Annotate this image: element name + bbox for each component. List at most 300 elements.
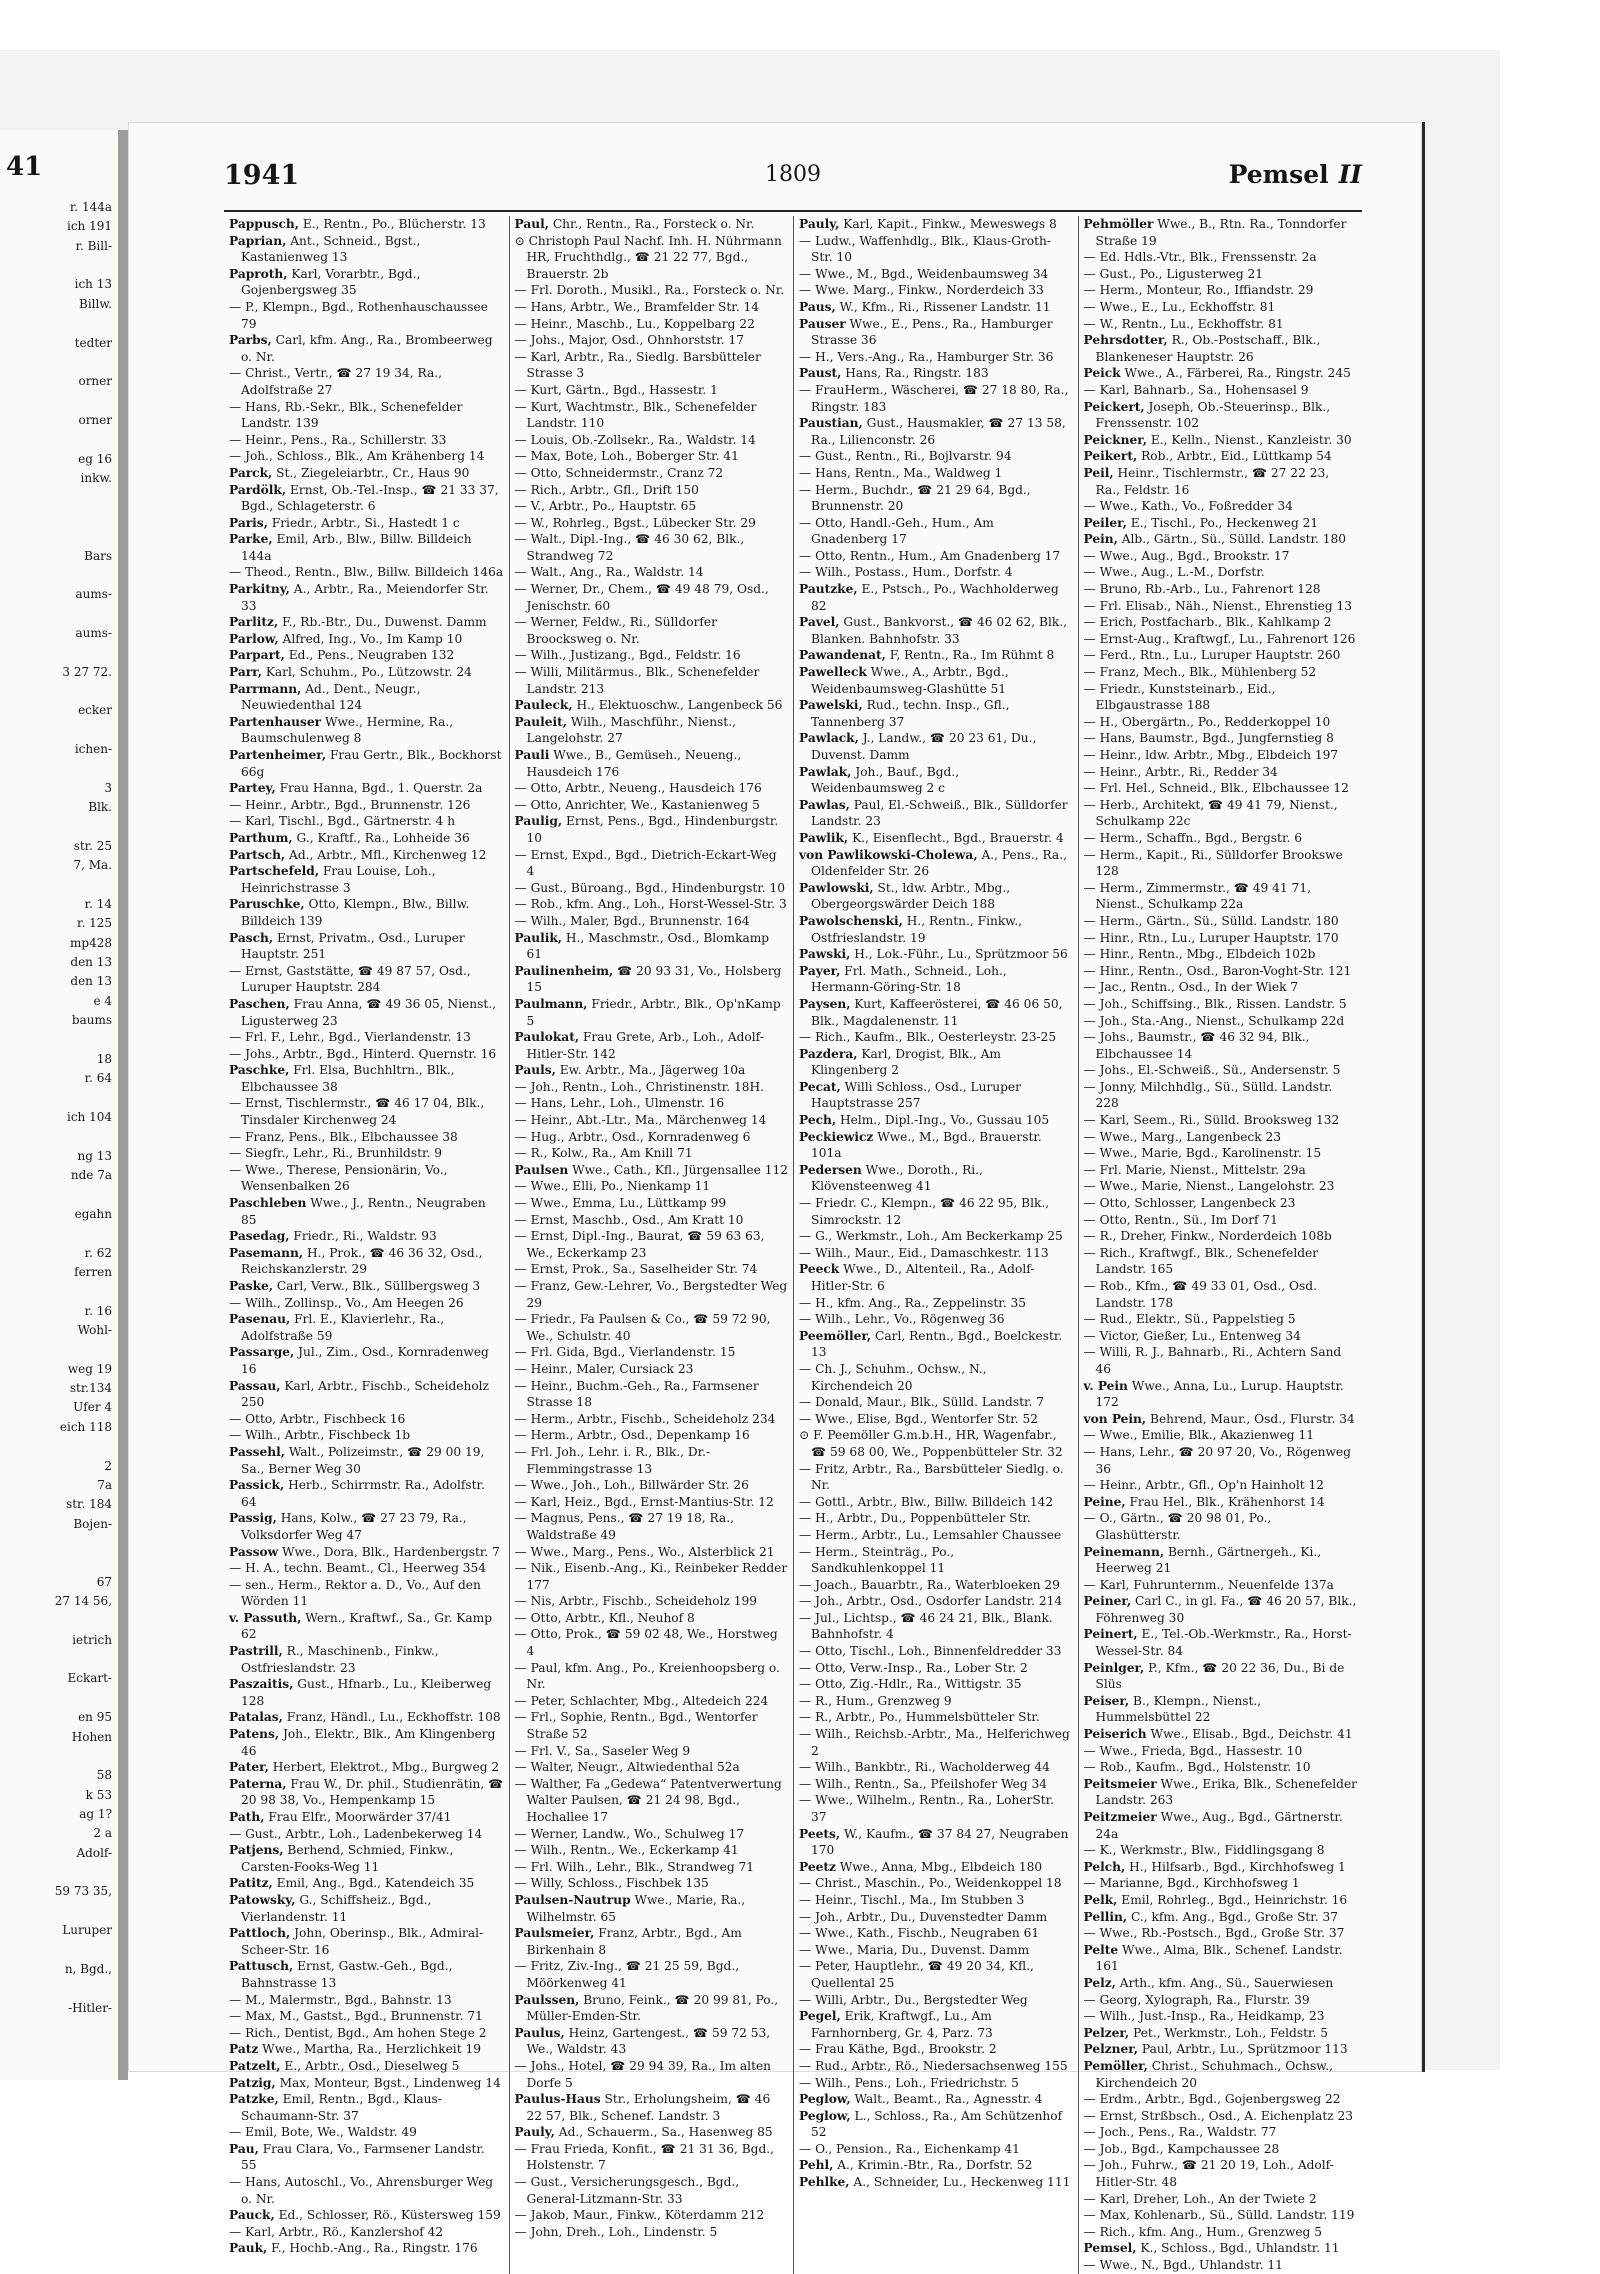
- entry-name: Pasch,: [229, 930, 274, 945]
- directory-entry: [229, 996, 504, 1029]
- entry-details: Siegfr., Lehr., Ri., Brunhildstr. 9: [245, 1146, 442, 1161]
- entry-name: —: [1083, 2158, 1096, 2173]
- entry-details: Gust., Hfnarb., Lu., Kleiberweg 128: [241, 1677, 492, 1708]
- entry-name: —: [229, 1826, 242, 1841]
- entry-name: —: [1083, 316, 1096, 331]
- entry-details: Otto, Arbtr., Kfl., Neuhof 8: [530, 1610, 695, 1625]
- directory-entry: [799, 1759, 1073, 1776]
- entry-name: —: [799, 1926, 812, 1941]
- entry-name: —: [1083, 1876, 1096, 1891]
- directory-entry: [1084, 2058, 1358, 2091]
- entry-details: Ed., Schlosser, Rö., Küstersweg 159: [278, 2208, 501, 2223]
- entry-name: —: [514, 897, 527, 912]
- entry-details: Emil, Rohrleg., Bgd., Heinrichstr. 16: [1121, 1892, 1348, 1907]
- entry-details: Wilh., Just.-Insp., Ra., Heidkamp, 23: [1099, 2009, 1325, 2024]
- entry-details: Otto, Klempn., Blw., Billw. Billdeich 139: [241, 897, 470, 928]
- entry-name: —: [229, 2224, 242, 2239]
- entry-name: Parpart,: [229, 648, 285, 663]
- entry-name: —: [799, 1610, 812, 1625]
- directory-entry: [229, 797, 504, 814]
- header-name-range-word: Pemsel: [1228, 160, 1329, 189]
- entry-name: Paulus-Haus: [514, 2092, 601, 2107]
- entry-details: Wwe., Dora, Blk., Hardenbergstr. 7: [281, 1544, 500, 1559]
- entry-name: Pauleck,: [514, 698, 573, 713]
- directory-entry: [799, 1461, 1073, 1494]
- directory-entry: [799, 1892, 1073, 1909]
- directory-entry: [799, 1029, 1073, 1046]
- entry-name: —: [799, 2058, 812, 2073]
- directory-entry: [799, 647, 1073, 664]
- directory-entry: [515, 1427, 789, 1444]
- entry-name: —: [1083, 299, 1096, 314]
- entry-details: Ad., Arbtr., Mfl., Kirchenweg 12: [289, 847, 487, 862]
- entry-details: Friedr., Fa Paulsen & Co., ☎ 59 72 90, We., Schulstr. 40: [526, 1312, 771, 1343]
- directory-entry: [1084, 2091, 1358, 2108]
- entry-name: Paulsen-Nautrup: [514, 1892, 631, 1907]
- directory-entry: [799, 1992, 1073, 2009]
- directory-entry: [515, 1958, 789, 1991]
- directory-entry: [1084, 1344, 1358, 1377]
- entry-name: —: [1083, 1146, 1096, 1161]
- directory-entry: [1084, 614, 1358, 631]
- entry-name: —: [514, 1627, 527, 1642]
- entry-details: Otto, Tischl., Loh., Binnenfeldredder 33: [815, 1644, 1062, 1659]
- directory-entry: [229, 1892, 504, 1925]
- entry-details: Herm., Schaffn., Bgd., Bergstr. 6: [1099, 830, 1302, 845]
- entry-details: Wwe., Martha, Ra., Herzlichkeit 19: [262, 2042, 481, 2057]
- directory-entry: [1084, 1328, 1358, 1345]
- entry-details: Peter, Hauptlehr., ☎ 49 20 34, Kfl., Quellental 25: [811, 1959, 1034, 1990]
- entry-name: —: [514, 1113, 527, 1128]
- entry-details: Frl. Gida, Bgd., Vierlandenstr. 15: [530, 1345, 736, 1360]
- entry-name: Peiserich: [1083, 1727, 1147, 1742]
- entry-name: Paustian,: [799, 416, 863, 431]
- entry-name: —: [514, 1212, 527, 1227]
- entry-details: Wilh., Pens., Loh., Friedrichstr. 5: [815, 2075, 1019, 2090]
- entry-name: Paulig,: [514, 814, 563, 829]
- directory-entry: [799, 2174, 1073, 2191]
- entry-name: —: [799, 1196, 812, 1211]
- entry-name: —: [1083, 947, 1096, 962]
- directory-entry: [229, 365, 504, 398]
- entry-details: Wwe., Emilie, Blk., Akazienweg 11: [1099, 1428, 1314, 1443]
- directory-entry: [799, 1792, 1073, 1825]
- entry-details: Hans, Autoschl., Vo., Ahrensburger Weg o. Nr.: [241, 2175, 494, 2206]
- directory-entry: [229, 465, 504, 482]
- entry-name: —: [1083, 764, 1096, 779]
- directory-entry: [1084, 1892, 1358, 1909]
- directory-entry: [1084, 714, 1358, 731]
- directory-entry: [1084, 2008, 1358, 2025]
- entry-name: —: [514, 665, 527, 680]
- entry-details: Heinr., Abt.-Ltr., Ma., Märchenweg 14: [530, 1113, 767, 1128]
- entry-details: Rich., Kaufm., Blk., Oesterleystr. 23-25: [815, 1030, 1057, 1045]
- directory-entry: [229, 1477, 504, 1510]
- directory-entry: [229, 332, 504, 365]
- entry-name: Peglow,: [799, 2092, 851, 2107]
- entry-name: Pegel,: [799, 2009, 841, 2024]
- directory-entry: [515, 1195, 789, 1212]
- entry-name: —: [1083, 1743, 1096, 1758]
- entry-details: Herb., Architekt, ☎ 49 41 79, Nienst., Schulkamp 22c: [1095, 797, 1338, 829]
- directory-entry: [229, 2008, 504, 2025]
- entry-details: Joh., Bauf., Bgd., Weidenbaumsweg 2 c: [811, 764, 960, 796]
- directory-entry: [1084, 1693, 1358, 1726]
- entry-name: —: [1083, 1843, 1096, 1858]
- directory-entry: [229, 631, 504, 648]
- directory-entry: [1084, 2041, 1358, 2058]
- directory-entry: [799, 2141, 1073, 2158]
- entry-details: Otto, Arbtr., Neueng., Hausdeich 176: [530, 781, 762, 796]
- entry-name: —: [799, 1909, 812, 1924]
- directory-entry: [1084, 1411, 1358, 1428]
- directory-entry: [229, 1759, 504, 1776]
- entry-details: Ernst, Gaststätte, ☎ 49 87 57, Osd., Luruper Hauptstr. 284: [241, 963, 471, 995]
- entry-name: —: [799, 1245, 812, 1260]
- entry-name: —: [229, 399, 242, 414]
- entry-details: Bruno, Rb.-Arb., Lu., Fahrenort 128: [1099, 582, 1321, 597]
- previous-page-line: Billw.: [79, 296, 112, 311]
- entry-name: —: [514, 1610, 527, 1625]
- entry-name: —: [799, 1942, 812, 1957]
- directory-entry: [229, 531, 504, 564]
- previous-page-line: r. 64: [84, 1071, 112, 1086]
- previous-page-line: 3 27 72.: [62, 664, 112, 679]
- directory-entry: [229, 2025, 504, 2042]
- entry-details: Wwe., Wilhelm., Rentn., Ra., LoherStr. 37: [811, 1793, 1054, 1824]
- entry-details: Frl. Elisab., Näh., Nienst., Ehrenstieg 13: [1099, 598, 1353, 613]
- entry-details: Wwe., Marie, Ra., Wilhelmstr. 65: [526, 1892, 746, 1924]
- directory-entry: [799, 316, 1073, 349]
- entry-name: —: [514, 1959, 527, 1974]
- directory-entry: [515, 1411, 789, 1428]
- directory-column-4: [1078, 216, 1363, 2274]
- entry-details: Johs., Baumstr., ☎ 46 32 94, Blk., Elbchaussee 14: [1095, 1030, 1310, 1061]
- directory-entry: [1084, 2224, 1358, 2241]
- entry-details: Joh., Rentn., Loh., Christinenstr. 18H.: [530, 1079, 765, 1094]
- entry-name: —: [1083, 1063, 1096, 1078]
- directory-entry: [799, 448, 1073, 465]
- entry-details: ☎ 20 93 31, Vo., Holsberg 15: [526, 963, 782, 995]
- entry-details: G., Schiffsheiz., Bgd., Vierlandenstr. 11: [241, 1892, 432, 1924]
- directory-entry: [229, 863, 504, 896]
- entry-name: —: [1083, 1926, 1096, 1941]
- directory-entry: [515, 1743, 789, 1760]
- entry-name: Paszaitis,: [229, 1677, 294, 1692]
- previous-page-line: Hohen: [71, 1729, 112, 1744]
- entry-details: V., Arbtr., Po., Hauptstr. 65: [530, 499, 697, 514]
- entry-name: —: [799, 1361, 812, 1376]
- entry-details: F. Peemöller G.m.b.H., HR, Wagenfabr., ☎ 59 68 00, We., Poppenbütteler Str. 32: [811, 1428, 1063, 1459]
- directory-entry: [799, 482, 1073, 515]
- entry-details: St., ldw. Arbtr., Mbg., Obergeorgswärder Deich 188: [811, 880, 1011, 912]
- entry-name: Pellin,: [1083, 1909, 1128, 1924]
- directory-entry: [229, 1560, 504, 1577]
- entry-details: H., kfm. Ang., Ra., Zeppelinstr. 35: [815, 1295, 1026, 1310]
- entry-name: —: [229, 2125, 242, 2140]
- directory-entry: [799, 415, 1073, 448]
- entry-details: Wwe. Marg., Finkw., Norderdeich 33: [815, 283, 1044, 298]
- directory-entry: [799, 1643, 1073, 1660]
- directory-entry: [229, 1162, 504, 1195]
- entry-name: —: [514, 382, 527, 397]
- directory-entry: [1084, 1494, 1358, 1511]
- entry-name: —: [514, 449, 527, 464]
- directory-entry: [799, 2108, 1073, 2141]
- entry-details: Willy, Schloss., Fischbek 135: [530, 1876, 709, 1891]
- entry-details: Ernst-Aug., Kraftwgf., Lu., Fahrenort 126: [1099, 631, 1356, 646]
- directory-entry: [515, 913, 789, 930]
- entry-name: Partenhauser: [229, 714, 322, 729]
- entry-name: —: [799, 1577, 812, 1592]
- directory-entry: [229, 2058, 504, 2075]
- directory-entry: [1084, 1212, 1358, 1229]
- previous-page-line: den 13: [70, 955, 112, 970]
- directory-column-2: [509, 216, 794, 2274]
- directory-entry: [229, 515, 504, 532]
- entry-details: Otto, Prok., ☎ 59 02 48, We., Horstweg 4: [526, 1627, 778, 1659]
- previous-page-line: Wohl-: [77, 1322, 112, 1337]
- directory-entry: [1084, 1859, 1358, 1876]
- directory-entry: [799, 1726, 1073, 1759]
- previous-page-line: Adolf-: [76, 1845, 112, 1860]
- directory-entry: [1084, 1477, 1358, 1494]
- previous-page-line: inkw.: [80, 471, 112, 486]
- directory-entry: [515, 1709, 789, 1742]
- entry-name: —: [1083, 714, 1096, 729]
- directory-entry: [1084, 432, 1358, 449]
- entry-details: Ch. J., Schuhm., Ochsw., N., Kirchendeich 20: [811, 1361, 987, 1393]
- entry-details: Christ., Schuhmach., Ochsw., Kirchendeich 20: [1095, 2058, 1333, 2090]
- directory-entry: [1084, 1809, 1358, 1842]
- entry-details: Herm., Buchdr., ☎ 21 29 64, Bgd., Brunnenstr. 20: [811, 482, 1031, 514]
- entry-details: Paul, El.-Schweiß., Blk., Sülldorfer Landstr. 23: [811, 797, 1068, 829]
- entry-name: —: [229, 1428, 242, 1443]
- entry-details: B., Klempn., Nienst., Hummelsbüttel 22: [1095, 1693, 1262, 1725]
- entry-details: Wwe., B., Gemüseh., Neueng., Hausdeich 176: [526, 748, 742, 779]
- previous-page-line: ferren: [74, 1264, 112, 1279]
- entry-name: Pauser: [799, 316, 846, 331]
- entry-details: E., Rentn., Po., Blücherstr. 13: [302, 217, 486, 231]
- entry-name: —: [799, 233, 812, 248]
- entry-details: Georg, Xylograph, Ra., Flurstr. 39: [1099, 1992, 1310, 2007]
- entry-name: —: [799, 1544, 812, 1559]
- entry-name: —: [514, 1229, 527, 1244]
- entry-name: Peglow,: [799, 2108, 851, 2123]
- entry-name: —: [799, 1959, 812, 1974]
- entry-name: Pardölk,: [229, 482, 287, 497]
- directory-entry: [799, 913, 1073, 946]
- entry-name: Paus,: [799, 299, 836, 314]
- entry-details: Friedr., Arbtr., Blk., Op'nKamp 5: [526, 996, 781, 1028]
- directory-entry: [229, 1228, 504, 1245]
- entry-details: Heinr., Maschb., Lu., Koppelbarg 22: [530, 316, 755, 331]
- previous-page-line: r. 14: [84, 897, 112, 912]
- entry-details: Willi, R. J., Bahnarb., Ri., Achtern Sand 46: [1095, 1345, 1342, 1376]
- directory-entry: [799, 382, 1073, 415]
- entry-details: Rob., Kaufm., Bgd., Holstenstr. 10: [1099, 1760, 1311, 1775]
- directory-entry: [229, 1095, 504, 1128]
- entry-details: Friedr., Ri., Waldstr. 93: [293, 1229, 437, 1244]
- entry-name: Passarge,: [229, 1345, 295, 1360]
- entry-name: —: [514, 1312, 527, 1327]
- entry-details: Wwe., Anna, Mbg., Elbdeich 180: [839, 1859, 1043, 1874]
- entry-details: Frau Louise, Loh., Heinrichstrasse 3: [241, 864, 436, 895]
- entry-name: Pehmöller: [1083, 217, 1154, 231]
- directory-entry: [229, 1842, 504, 1875]
- entry-name: —: [799, 1727, 812, 1742]
- entry-details: Walt., Ang., Ra., Waldstr. 14: [530, 565, 704, 580]
- entry-name: —: [229, 2025, 242, 2040]
- entry-details: Carl, kfm. Ang., Ra., Brombeerweg o. Nr.: [241, 333, 493, 364]
- entry-name: Parr,: [229, 665, 262, 680]
- entry-details: F., Hochb.-Ang., Ra., Ringstr. 176: [271, 2241, 478, 2256]
- directory-entry: [515, 482, 789, 499]
- entry-details: Ferd., Rtn., Lu., Luruper Hauptstr. 260: [1099, 648, 1341, 663]
- directory-entry: [229, 1776, 504, 1809]
- directory-entry: [799, 1859, 1073, 1876]
- directory-entry: [229, 681, 504, 714]
- entry-details: Joh., Elektr., Blk., Am Klingenberg 46: [241, 1727, 496, 1758]
- entry-name: —: [1083, 1129, 1096, 1144]
- directory-entry: [515, 1278, 789, 1311]
- entry-details: Wwe., Therese, Pensionärin, Vo., Wensenbalken 26: [241, 1162, 448, 1194]
- directory-entry: [799, 764, 1073, 797]
- entry-details: Wwe., E., Pens., Ra., Hamburger Strasse 36: [811, 316, 1053, 348]
- entry-details: Ew. Arbtr., Ma., Jägerweg 10a: [559, 1063, 746, 1078]
- entry-details: Wwe., B., Rtn. Ra., Tonndorfer Straße 19: [1095, 217, 1347, 248]
- entry-details: Wilh., Rentn., We., Eckerkamp 41: [530, 1843, 739, 1858]
- entry-details: Rob., Arbtr., Eid., Lüttkamp 54: [1141, 449, 1332, 464]
- entry-details: Gust., Po., Ligusterweg 21: [1099, 266, 1264, 281]
- previous-page-line: ich 191: [66, 219, 112, 234]
- directory-entry: [515, 1892, 789, 1925]
- entry-details: Joseph, Ob.-Steuerinsp., Blk., Frenssenstr. 102: [1095, 399, 1331, 431]
- entry-details: Christ., Vertr., ☎ 27 19 34, Ra., Adolfstraße 27: [241, 366, 443, 397]
- entry-name: Paruschke,: [229, 897, 305, 912]
- directory-entry: [1084, 1195, 1358, 1212]
- entry-name: —: [514, 349, 527, 364]
- entry-name: Passig,: [229, 1511, 277, 1526]
- directory-entry: [799, 1328, 1073, 1361]
- entry-name: Pawlack,: [799, 731, 859, 746]
- entry-name: Paulsmeier,: [514, 1926, 595, 1941]
- header-name-range: [1229, 160, 1362, 189]
- entry-details: Max, M., Gastst., Bgd., Brunnenstr. 71: [245, 2009, 483, 2024]
- entry-details: Karl, Vorarbtr., Bgd., Gojenbergsweg 35: [241, 266, 421, 298]
- entry-name: —: [229, 1411, 242, 1426]
- entry-name: Pehl,: [799, 2158, 834, 2173]
- directory-entry: [229, 482, 504, 515]
- directory-entry: [799, 1958, 1073, 1991]
- directory-entry: [1084, 1875, 1358, 1892]
- entry-details: Wilh., Lehr., Vo., Rögenweg 36: [815, 1312, 1005, 1327]
- entry-name: —: [1083, 382, 1096, 397]
- entry-name: —: [514, 1279, 527, 1293]
- entry-name: —: [514, 1511, 527, 1526]
- directory-entry: [1084, 1062, 1358, 1079]
- directory-entry: [1084, 266, 1358, 283]
- directory-entry: [515, 282, 789, 299]
- entry-name: —: [1083, 1992, 1096, 2007]
- entry-name: Passehl,: [229, 1444, 285, 1459]
- entry-name: —: [799, 283, 812, 298]
- entry-details: G., Werkmstr., Loh., Am Beckerkamp 25: [815, 1229, 1063, 1244]
- entry-details: Erich, Postfacharb., Blk., Kahlkamp 2: [1099, 615, 1332, 630]
- entry-details: R., Arbtr., Po., Hummelsbütteler Str.: [815, 1710, 1040, 1725]
- entry-name: Pawlik,: [799, 830, 849, 845]
- entry-details: W., Rohrleg., Bgst., Lübecker Str. 29: [530, 515, 756, 530]
- directory-entry: [799, 266, 1073, 283]
- directory-entry: [515, 1261, 789, 1278]
- entry-details: Ernst, Prok., Sa., Saselheider Str. 74: [530, 1262, 758, 1277]
- entry-details: Herm., Monteur, Ro., Iffiandstr. 29: [1099, 283, 1314, 298]
- previous-page-line: weg 19: [67, 1361, 112, 1376]
- entry-details: Johs., Major, Osd., Ohnhorststr. 17: [530, 333, 745, 348]
- entry-name: Pein,: [1083, 532, 1118, 547]
- directory-entry: [515, 2058, 789, 2091]
- entry-details: Karl, Arbtr., Fischb., Scheideholz 250: [241, 1378, 489, 1410]
- entry-name: Patzelt,: [229, 2058, 281, 2073]
- directory-entry: [229, 432, 504, 449]
- directory-entry: [515, 2174, 789, 2207]
- entry-details: Frau Clara, Vo., Farmsener Landstr. 55: [241, 2141, 485, 2173]
- entry-details: Heinr., Tischl., Ma., Im Stubben 3: [815, 1892, 1025, 1907]
- entry-name: —: [514, 1743, 527, 1758]
- entry-details: Alb., Gärtn., Sü., Sülld. Landstr. 180: [1121, 532, 1347, 547]
- entry-details: Jakob, Maur., Finkw., Köterdamm 212: [530, 2208, 765, 2223]
- directory-entry: [515, 581, 789, 614]
- entry-name: —: [229, 1129, 242, 1144]
- directory-entry: [1084, 465, 1358, 498]
- entry-name: —: [1083, 582, 1096, 597]
- directory-entry: [799, 1593, 1073, 1610]
- entry-details: Heinr., Buchm.-Geh., Ra., Farmsener Strasse 18: [526, 1378, 759, 1410]
- directory-entry: [515, 233, 789, 283]
- previous-page-line: mp428: [70, 935, 112, 950]
- directory-entry: [229, 1510, 504, 1543]
- directory-entry: [799, 1527, 1073, 1544]
- entry-name: Paulmann,: [514, 996, 588, 1011]
- entry-name: —: [514, 1411, 527, 1426]
- entry-name: —: [229, 814, 242, 829]
- directory-entry: [1084, 996, 1358, 1013]
- entry-name: —: [1083, 2141, 1096, 2156]
- entry-details: Walther, Fa „Gedewa“ Patentverwertung Walter Paulsen, ☎ 21 24 98, Bgd., Hochallee 17: [526, 1776, 782, 1824]
- directory-entry: [515, 614, 789, 647]
- entry-details: Frau Anna, ☎ 49 36 05, Nienst., Ligusterweg 23: [241, 996, 497, 1028]
- directory-entry: [799, 1577, 1073, 1594]
- entry-name: Pawandenat,: [799, 648, 886, 663]
- entry-name: Paulokat,: [514, 1030, 580, 1045]
- entry-details: Herm., Gärtn., Sü., Sülld. Landstr. 180: [1099, 913, 1339, 928]
- entry-name: —: [514, 1378, 527, 1393]
- entry-name: —: [1083, 499, 1096, 514]
- entry-name: —: [514, 1660, 527, 1675]
- entry-name: Patalas,: [229, 1710, 283, 1725]
- directory-entry: [1084, 2157, 1358, 2190]
- entry-details: Hans, Rentn., Ma., Waldweg 1: [815, 465, 1003, 480]
- entry-details: Carl, Verw., Blk., Süllbergsweg 3: [276, 1279, 481, 1293]
- entry-name: —: [799, 1710, 812, 1725]
- entry-details: Heinr., Maler, Cursiack 23: [530, 1361, 694, 1376]
- directory-entry: [799, 282, 1073, 299]
- directory-entry: [1084, 1013, 1358, 1030]
- entry-details: Franz, Gew.-Lehrer, Vo., Bergstedter Weg 29: [526, 1279, 788, 1310]
- entry-name: —: [514, 913, 527, 928]
- entry-details: Ernst, Tischlermstr., ☎ 46 17 04, Blk., Tinsdaler Kirchenweg 24: [241, 1096, 485, 1128]
- entry-details: K., Werkmstr., Blw., Fiddlingsgang 8: [1099, 1843, 1325, 1858]
